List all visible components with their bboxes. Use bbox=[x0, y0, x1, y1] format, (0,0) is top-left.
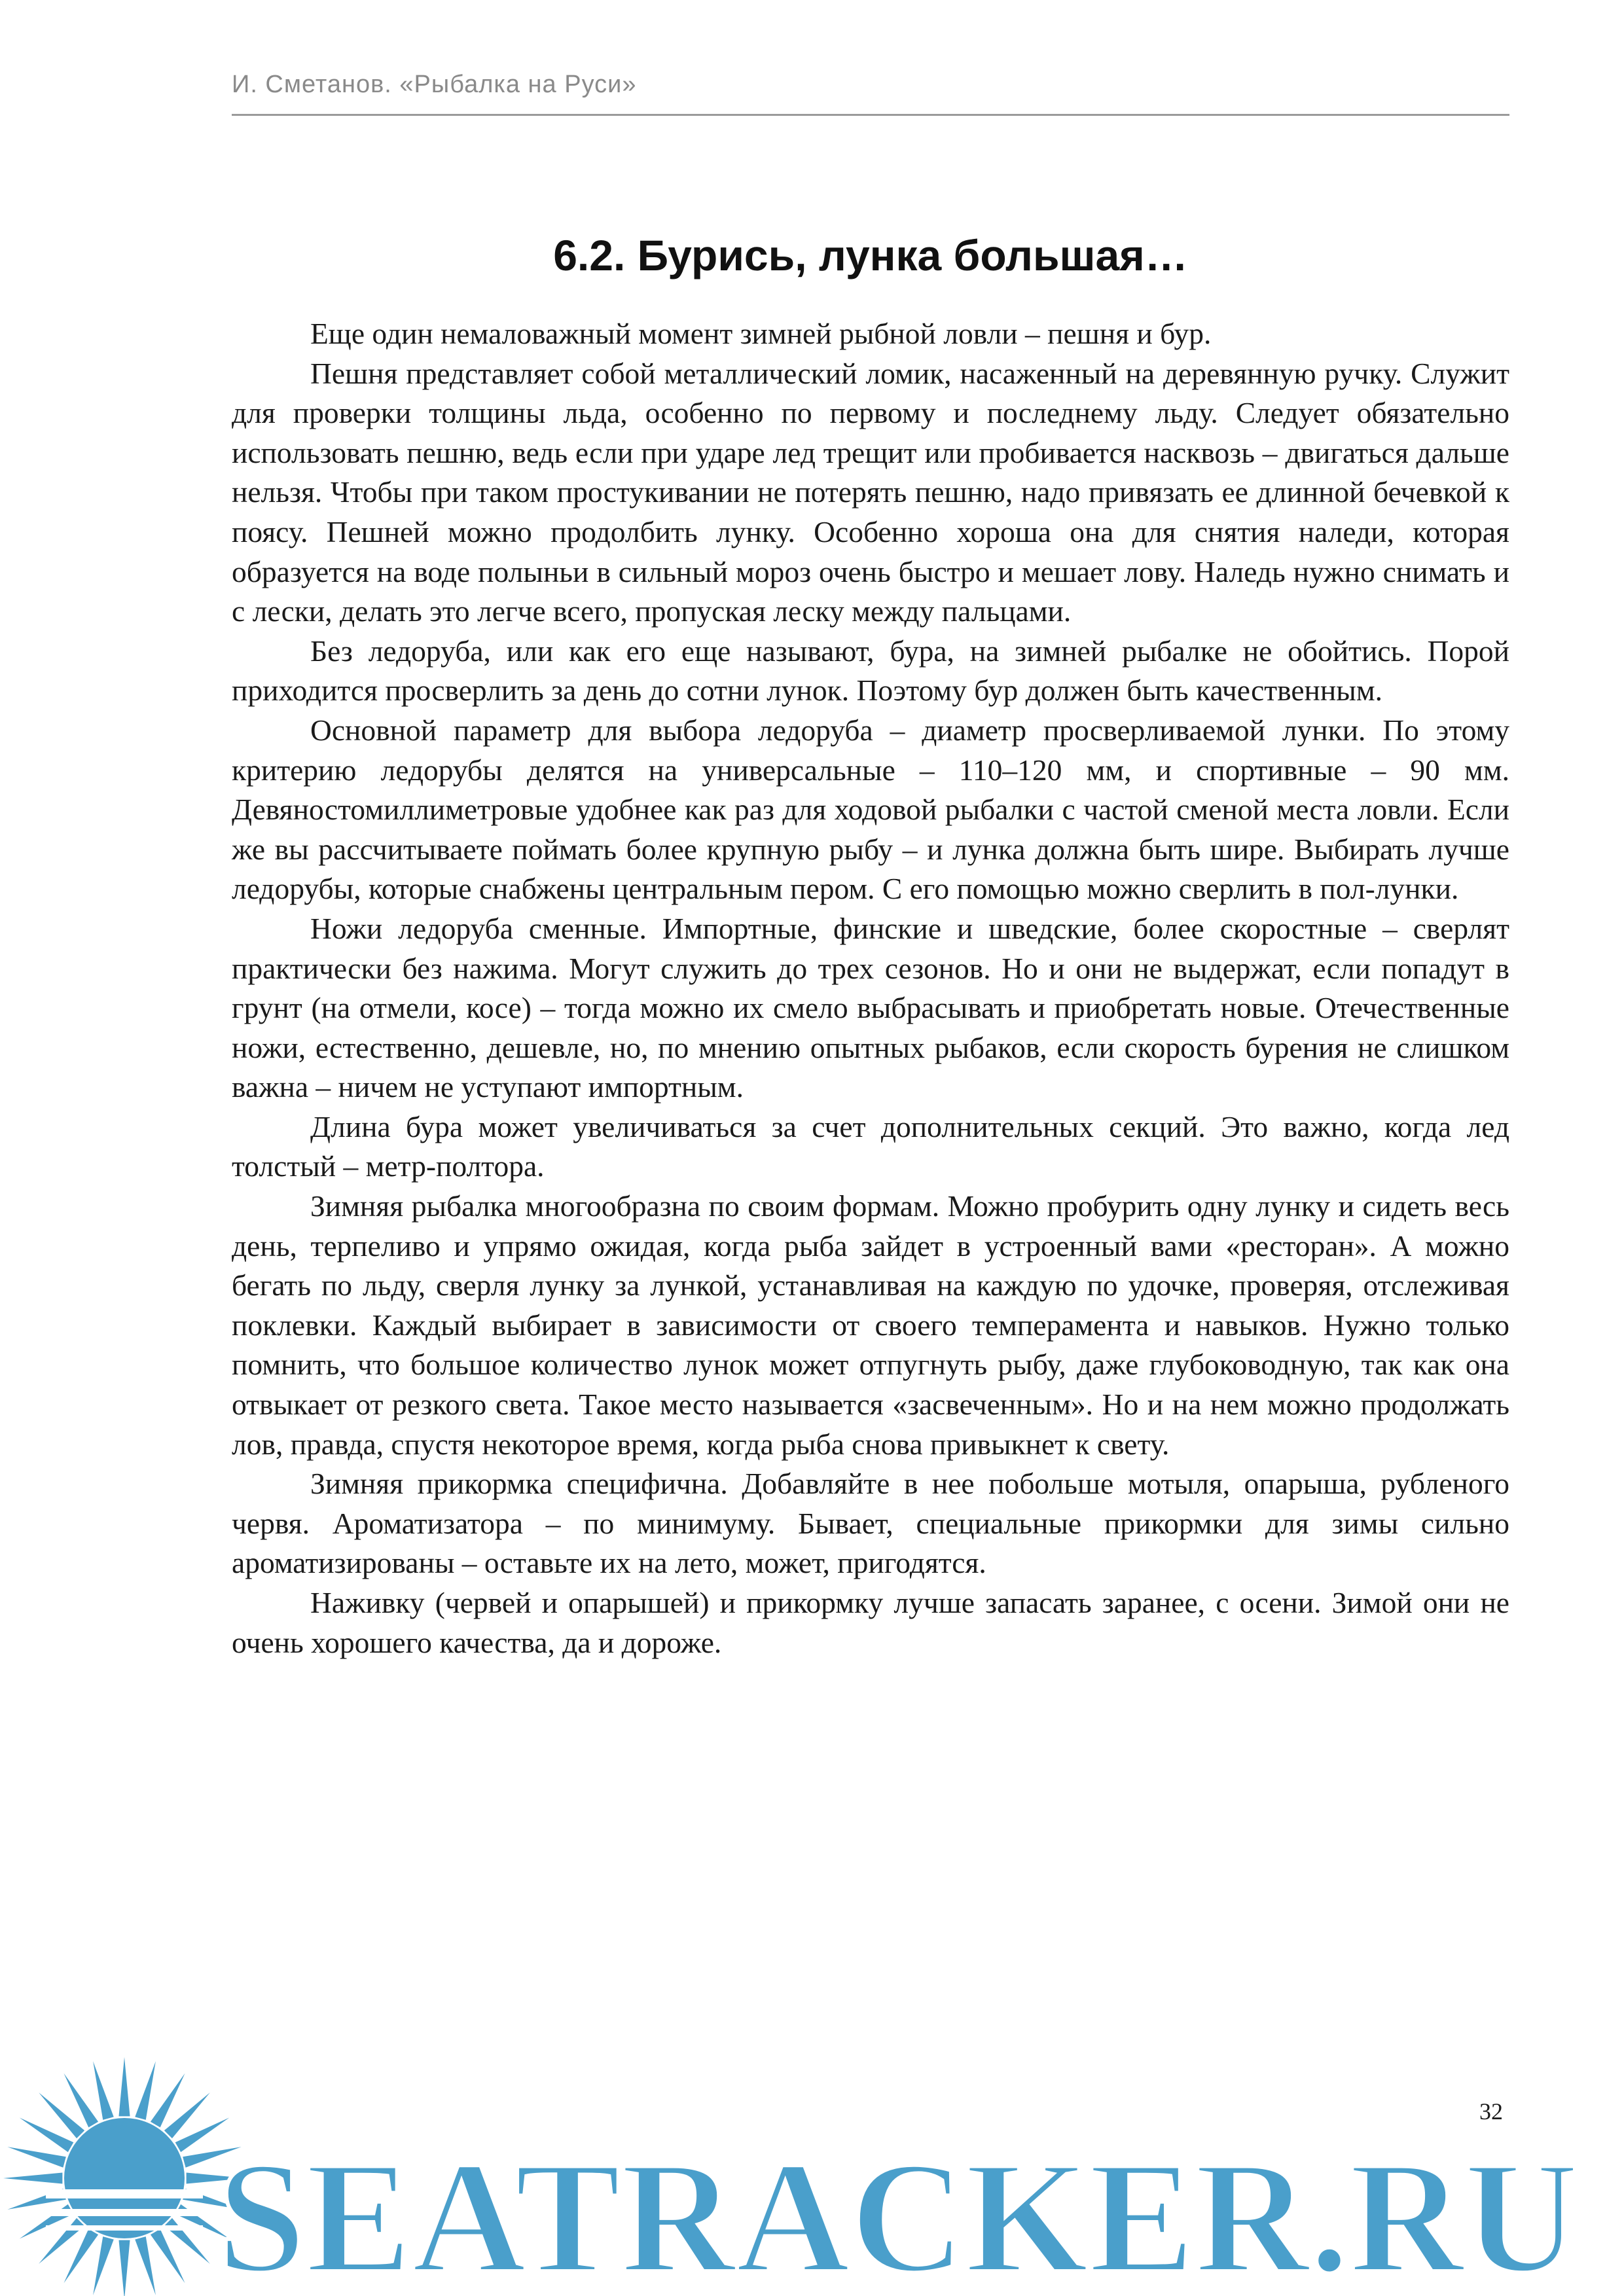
sun-ray bbox=[118, 2240, 130, 2296]
body-text bbox=[232, 314, 1509, 1662]
sun-ray bbox=[118, 2057, 130, 2116]
paragraph: Зимняя рыбалка многообразна по своим формам. Можно пробурить одну лунку и сидеть весь день, терпеливо и упрямо ожидая, когда рыба зайдет в устроенный вами «ресторан». А можно бегать по льду, сверля лунку за лункой, устанавливая на каждую по удочке, проверяя, отслеживая поклевки. Каждый выбирает в зависимости от своего темперамента и навыков. Нужно только помнить, что большое количество лунок может отпугнуть рыбу, даже глубоководную, так как она отвыкает от резкого света. Такое место называется «засвеченным». Но и на нем можно продолжать лов, правда, спустя некоторое время, когда рыба снова привыкнет к свету. bbox=[232, 1189, 1509, 1461]
paragraph: Наживку (червей и опарышей) и прикормку лучше запасать заранее, с осени. Зимой они не очень хорошего качества, да и дороже. bbox=[232, 1586, 1509, 1659]
sun-icon bbox=[3, 2057, 245, 2296]
sun-ray bbox=[93, 2061, 114, 2120]
running-head: И. Сметанов. «Рыбалка на Руси» bbox=[232, 71, 637, 98]
paragraph: Еще один немаловажный момент зимней рыбной ловли – пешня и бур. bbox=[310, 317, 1212, 350]
sun-ray bbox=[3, 2172, 62, 2183]
paragraph: Ножи ледоруба сменные. Импортные, финские и шведские, более скоростные – сверлят практически без нажима. Могут служить до трех сезонов. Но и они не выдержат, если попадут в грунт (на отмели, косе) – тогда можно их смело выбрасывать и приобретать новые. Отечественные ножи, естественно, дешевле, но, по мнению опытных рыбаков, если скорость бурения не слишком важна – ничем не уступают импортным. bbox=[232, 911, 1509, 1104]
header-divider bbox=[232, 114, 1509, 116]
sun-ray bbox=[7, 2147, 66, 2168]
sun-ray bbox=[93, 2236, 114, 2295]
sun-ray bbox=[135, 2236, 156, 2295]
paragraph: Зимняя прикормка специфична. Добавляйте в нее побольше мотыля, опарыша, рубленого червя. Ароматизатора – по минимуму. Бывает, специальные прикормки для зимы сильно ароматизированы – оставьте их на лето, может, пригодятся. bbox=[232, 1467, 1509, 1580]
paragraph: Без ледоруба, или как его еще называют, бура, на зимней рыбалке не обойтись. Порой приходится просверлить за день до сотни лунок. Поэтому бур должен быть качественным. bbox=[232, 634, 1509, 708]
paragraph: Пешня представляет собой металлический ломик, насаженный на деревянную ручку. Служит для проверки толщины льда, особенно по первому и последнему льду. Следует обязательно использовать пешню, ведь если при ударе лед трещит или пробивается насквозь – двигаться дальше нельзя. Чтобы при таком простукивании не потерять пешню, надо привязать ее длинной бечевкой к поясу. Пешней можно продолбить лунку. Особенно хороша она для снятия наледи, которая образуется на воде полыньи в сильный мороз очень быстро и мешает лову. Наледь нужно снимать и с лески, делать это легче всего, пропуская леску между пальцами. bbox=[232, 356, 1509, 628]
paragraph: Длина бура может увеличиваться за счет дополнительных секций. Это важно, когда лед толстый – метр-полтора. bbox=[232, 1109, 1509, 1183]
section-title: 6.2. Бурись, лунка большая… bbox=[553, 231, 1188, 279]
sun-ray bbox=[135, 2061, 156, 2120]
paragraph: Основной параметр для выбора ледоруба – диаметр просверливаемой лунки. По этому критерию ледорубы делятся на универсальные – 110–120 мм, и спортивные – 90 мм. Девяностомиллиметровые удобнее как раз для ходовой рыбалки с частой сменой места ловли. Если же вы рассчитываете поймать более крупную рыбу – и лунка должна быть шире. Выбирать лучше ледорубы, которые снабжены центральным пером. С его помощью можно сверлить в пол-лунки. bbox=[232, 713, 1509, 906]
watermark-text: SEATRACKER.RU bbox=[217, 2128, 1579, 2296]
watermark bbox=[0, 2049, 1624, 2296]
page-number: 32 bbox=[1479, 2098, 1503, 2125]
